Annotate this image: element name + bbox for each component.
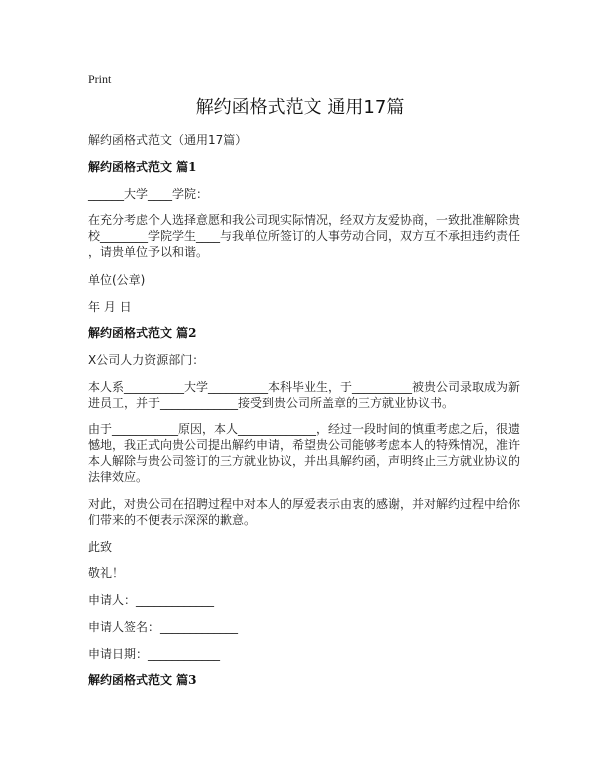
paragraph: ______大学____学院： bbox=[88, 187, 209, 201]
paragraph: X公司人力资源部门： bbox=[88, 353, 205, 367]
paragraph: 在充分考虑个人选择意愿和我公司现实际情况，经双方友爱协商，一致批准解除贵 校________学院学生____与我单位所签订的人事劳动合同，双方互不承担违约责任 ，请贵单位予以和谐。 bbox=[88, 213, 521, 259]
paragraph: 此致 bbox=[88, 540, 113, 554]
paragraph: 年 月 日 bbox=[88, 300, 132, 314]
applicant-line: 申请人：_____________ bbox=[88, 593, 215, 607]
section-heading-1: 解约函格式范文 篇1 bbox=[88, 160, 197, 174]
print-link[interactable]: Print bbox=[88, 72, 112, 86]
date-line: 申请日期：____________ bbox=[88, 647, 221, 661]
page-title: 解约函格式范文 通用17篇 bbox=[195, 97, 405, 118]
section-heading-3: 解约函格式范文 篇3 bbox=[88, 673, 197, 687]
paragraph: 单位(公章) bbox=[88, 273, 146, 287]
subtitle: 解约函格式范文（通用17篇） bbox=[88, 133, 248, 147]
paragraph: 对此，对贵公司在招聘过程中对本人的厚爱表示由衷的感谢，并对解约过程中给你 们带来的不便表示深深的歉意。 bbox=[88, 497, 521, 527]
section-heading-2: 解约函格式范文 篇2 bbox=[88, 326, 197, 340]
paragraph: 本人系__________大学__________本科毕业生，于__________被贵公司录取成为新 进员工，并于_____________接受到贵公司所盖章的三方就业协议书。 bbox=[88, 380, 521, 410]
signature-line: 申请人签名：_____________ bbox=[88, 620, 239, 634]
paragraph: 由于___________原因，本人_____________，经过一段时间的慎重考虑之后，很遗 憾地，我正式向贵公司提出解约申请，希望贵公司能够考虑本人的特殊情况，准许 本人解除与贵公司签订的三方就业协议，并出具解约函，声明终止三方就业协议的 法律效应。 bbox=[88, 422, 521, 484]
paragraph: 敬礼！ bbox=[88, 566, 125, 580]
